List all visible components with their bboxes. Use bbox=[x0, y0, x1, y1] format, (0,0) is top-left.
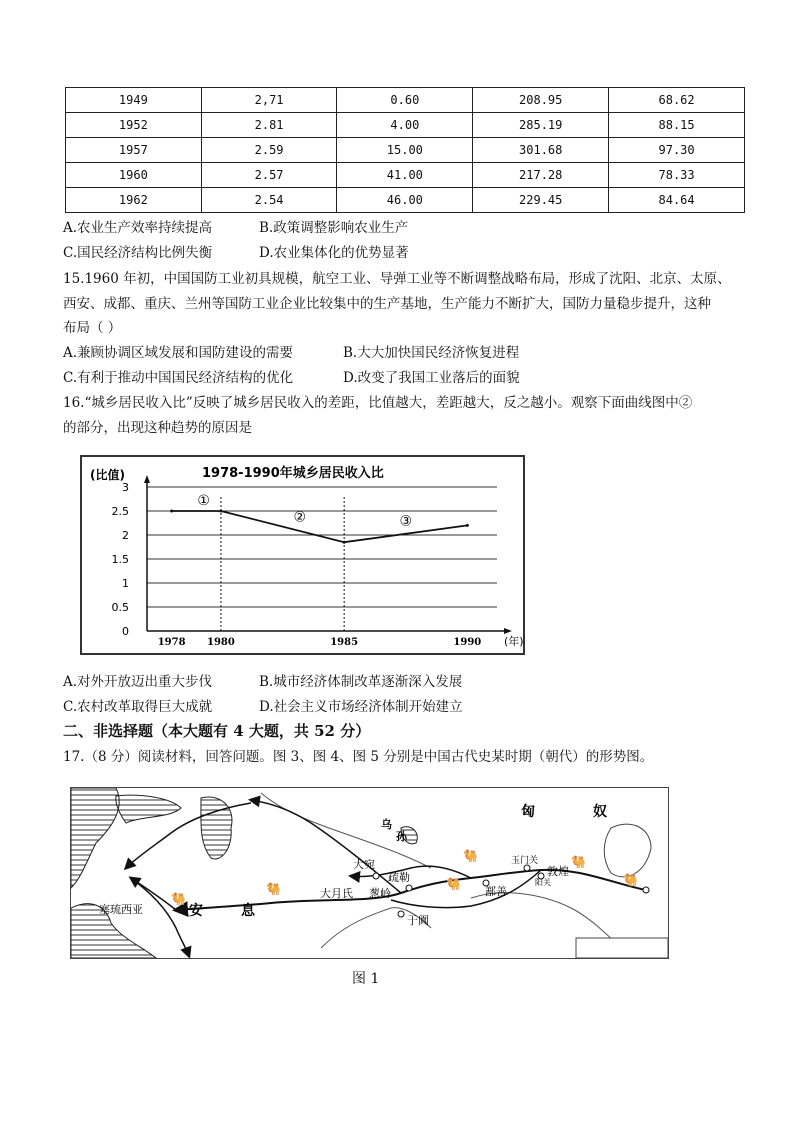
table-cell: 2,71 bbox=[201, 88, 337, 113]
table-cell: 4.00 bbox=[337, 113, 473, 138]
chart-y-tick-label: 2 bbox=[122, 529, 129, 542]
place-dot-dayuan bbox=[373, 873, 379, 879]
chart-y-tick-label: 1 bbox=[122, 577, 129, 590]
region-east bbox=[604, 824, 651, 877]
table-cell: 0.60 bbox=[337, 88, 473, 113]
table-row bbox=[66, 188, 745, 213]
label-dayuezhi: 大月氏 bbox=[320, 887, 353, 900]
camel-icon: 🐫 bbox=[266, 882, 281, 896]
chart-annotation: ② bbox=[293, 509, 307, 526]
chart-y-tick-label: 2.5 bbox=[111, 505, 129, 518]
table-cell: 2.54 bbox=[201, 188, 337, 213]
chart-y-axis-arrow bbox=[144, 475, 150, 483]
table-cell: 68.62 bbox=[609, 88, 745, 113]
route-northwest bbox=[251, 800, 401, 893]
q16-option-c[interactable]: C.农村改革取得巨大成就 bbox=[63, 699, 213, 715]
table-cell: 285.19 bbox=[473, 113, 609, 138]
q14-option-c[interactable]: C.国民经济结构比例失衡 bbox=[63, 245, 213, 261]
camel-icon: 🐫 bbox=[623, 873, 638, 887]
table-cell: 97.30 bbox=[609, 138, 745, 163]
table-row bbox=[66, 138, 745, 163]
q16-option-d[interactable]: D.社会主义市场经济体制开始建立 bbox=[259, 699, 463, 715]
q14-option-b[interactable]: B.政策调整影响农业生产 bbox=[259, 220, 409, 236]
table-cell: 2.57 bbox=[201, 163, 337, 188]
q15-options-row2 bbox=[63, 369, 743, 387]
map-svg bbox=[71, 788, 668, 958]
place-dot-shule bbox=[406, 885, 412, 891]
chart-point bbox=[466, 524, 469, 527]
camel-icon: 🐫 bbox=[446, 877, 461, 891]
label-anxi-2: 息 bbox=[241, 903, 255, 919]
label-xiongnu-1: 匈 bbox=[521, 804, 535, 820]
label-dunhuang: 敦煌 bbox=[547, 865, 569, 878]
q15-stem-line3: 布局（ ） bbox=[63, 320, 122, 336]
chart-xlabel: (年) bbox=[504, 635, 523, 648]
map-caption: 图 1 bbox=[352, 971, 380, 987]
table-cell: 15.00 bbox=[337, 138, 473, 163]
table-cell: 229.45 bbox=[473, 188, 609, 213]
table-cell: 46.00 bbox=[337, 188, 473, 213]
chart-point bbox=[170, 510, 173, 513]
table-cell: 208.95 bbox=[473, 88, 609, 113]
caspian-sea bbox=[201, 797, 232, 859]
q14-options-row2 bbox=[63, 244, 743, 262]
silk-road-map bbox=[70, 787, 669, 959]
q17-stem: 17.（8 分）阅读材料，回答问题。图 3、图 4、图 5 分别是中国古代史某时期（朝代）的形势图。 bbox=[63, 749, 654, 765]
table-cell: 84.64 bbox=[609, 188, 745, 213]
chart-annotation: ① bbox=[197, 493, 210, 510]
chart-ylabel: (比值) bbox=[90, 468, 125, 482]
q16-option-a[interactable]: A.对外开放迈出重大步伐 bbox=[63, 674, 213, 690]
label-shanshan: 鄯善 bbox=[485, 885, 507, 898]
label-yangguan: 阳关 bbox=[535, 878, 551, 887]
table-cell: 1949 bbox=[66, 88, 202, 113]
table-cell: 217.28 bbox=[473, 163, 609, 188]
chart-x-tick-label: 1990 bbox=[453, 637, 482, 648]
table-cell: 1952 bbox=[66, 113, 202, 138]
q16-stem-line1: 16.“城乡居民收入比”反映了城乡居民收入的差距，比值越大，差距越大，反之越小。观察下面曲线图中② bbox=[63, 395, 693, 411]
chart-point bbox=[343, 541, 346, 544]
table-cell: 78.33 bbox=[609, 163, 745, 188]
chart-y-tick-label: 3 bbox=[122, 481, 129, 494]
chart-svg bbox=[82, 457, 523, 653]
label-dayuan: 大宛 bbox=[353, 858, 375, 871]
data-table bbox=[65, 87, 745, 213]
chart-y-tick-label: 1.5 bbox=[111, 553, 129, 566]
table-cell: 88.15 bbox=[609, 113, 745, 138]
chart-annotation: ③ bbox=[399, 513, 413, 530]
place-dot-yutian bbox=[398, 911, 404, 917]
label-shule: 疏勒 bbox=[388, 871, 410, 884]
label-wusun-1: 乌 bbox=[381, 818, 392, 831]
label-yutian: 于阗 bbox=[407, 914, 429, 927]
q15-option-c[interactable]: C.有利于推动中国国民经济结构的优化 bbox=[63, 370, 294, 386]
sea-west bbox=[71, 788, 119, 888]
label-anxi-1: 安 bbox=[189, 903, 203, 919]
chart-x-tick-label: 1978 bbox=[157, 637, 186, 648]
chart-series-line bbox=[172, 511, 468, 542]
income-ratio-chart bbox=[80, 455, 525, 655]
chart-x-axis-arrow bbox=[504, 628, 512, 634]
label-congling: 葱岭 bbox=[369, 887, 391, 900]
q14-option-a[interactable]: A.农业生产效率持续提高 bbox=[63, 220, 213, 236]
camel-icon: 🐫 bbox=[171, 892, 186, 906]
label-syria: 塞琉西亚 bbox=[99, 903, 143, 916]
q15-stem-line2: 西安、成都、重庆、兰州等国防工业企业比较集中的生产基地，生产能力不断扩大，国防力量稳步提升，这种 bbox=[63, 296, 711, 312]
chart-y-tick-label: 0.5 bbox=[111, 601, 129, 614]
q16-option-b[interactable]: B.城市经济体制改革逐渐深入发展 bbox=[259, 674, 463, 690]
table-cell: 2.81 bbox=[201, 113, 337, 138]
chart-y-tick-label: 0 bbox=[122, 625, 129, 638]
chart-point bbox=[219, 510, 222, 513]
q14-options-row1 bbox=[63, 219, 743, 237]
q16-options-row2 bbox=[63, 698, 743, 716]
table-row bbox=[66, 88, 745, 113]
q16-options-row1 bbox=[63, 673, 743, 691]
table-row bbox=[66, 113, 745, 138]
label-yumenguan: 玉门关 bbox=[511, 856, 539, 866]
chart-x-tick-label: 1985 bbox=[330, 637, 359, 648]
camel-icon: 🐫 bbox=[463, 849, 478, 863]
q15-option-b[interactable]: B.大大加快国民经济恢复进程 bbox=[343, 345, 520, 361]
inset-box bbox=[576, 938, 668, 958]
q15-options-row1 bbox=[63, 344, 743, 362]
table-cell: 1962 bbox=[66, 188, 202, 213]
place-dot-east bbox=[643, 887, 649, 893]
q15-option-d[interactable]: D.改变了我国工业落后的面貌 bbox=[343, 370, 520, 386]
label-xiongnu-2: 奴 bbox=[593, 804, 607, 820]
camel-icon: 🐫 bbox=[571, 855, 586, 869]
q16-stem-line2: 的部分，出现这种趋势的原因是 bbox=[63, 420, 252, 436]
route-south-sea bbox=[131, 878, 189, 956]
table-cell: 2.59 bbox=[201, 138, 337, 163]
table-cell: 41.00 bbox=[337, 163, 473, 188]
q15-option-a[interactable]: A.兼顾协调区域发展和国防建设的需要 bbox=[63, 345, 294, 361]
chart-x-tick-label: 1980 bbox=[207, 637, 235, 648]
table-cell: 301.68 bbox=[473, 138, 609, 163]
table-cell: 1960 bbox=[66, 163, 202, 188]
q15-stem-line1: 15.1960 年初，中国国防工业初具规模，航空工业、导弹工业等不断调整战略布局，形成了沈阳、北京、太原、 bbox=[63, 271, 731, 287]
q14-option-d[interactable]: D.农业集体化的优势显著 bbox=[259, 245, 409, 261]
table-row bbox=[66, 163, 745, 188]
label-wusun-2: 孙 bbox=[396, 830, 407, 843]
chart-title: 1978-1990年城乡居民收入比 bbox=[202, 466, 384, 481]
section2-title: 二、非选择题（本大题有 4 大题，共 52 分） bbox=[63, 722, 371, 740]
table-cell: 1957 bbox=[66, 138, 202, 163]
black-sea bbox=[116, 795, 181, 823]
